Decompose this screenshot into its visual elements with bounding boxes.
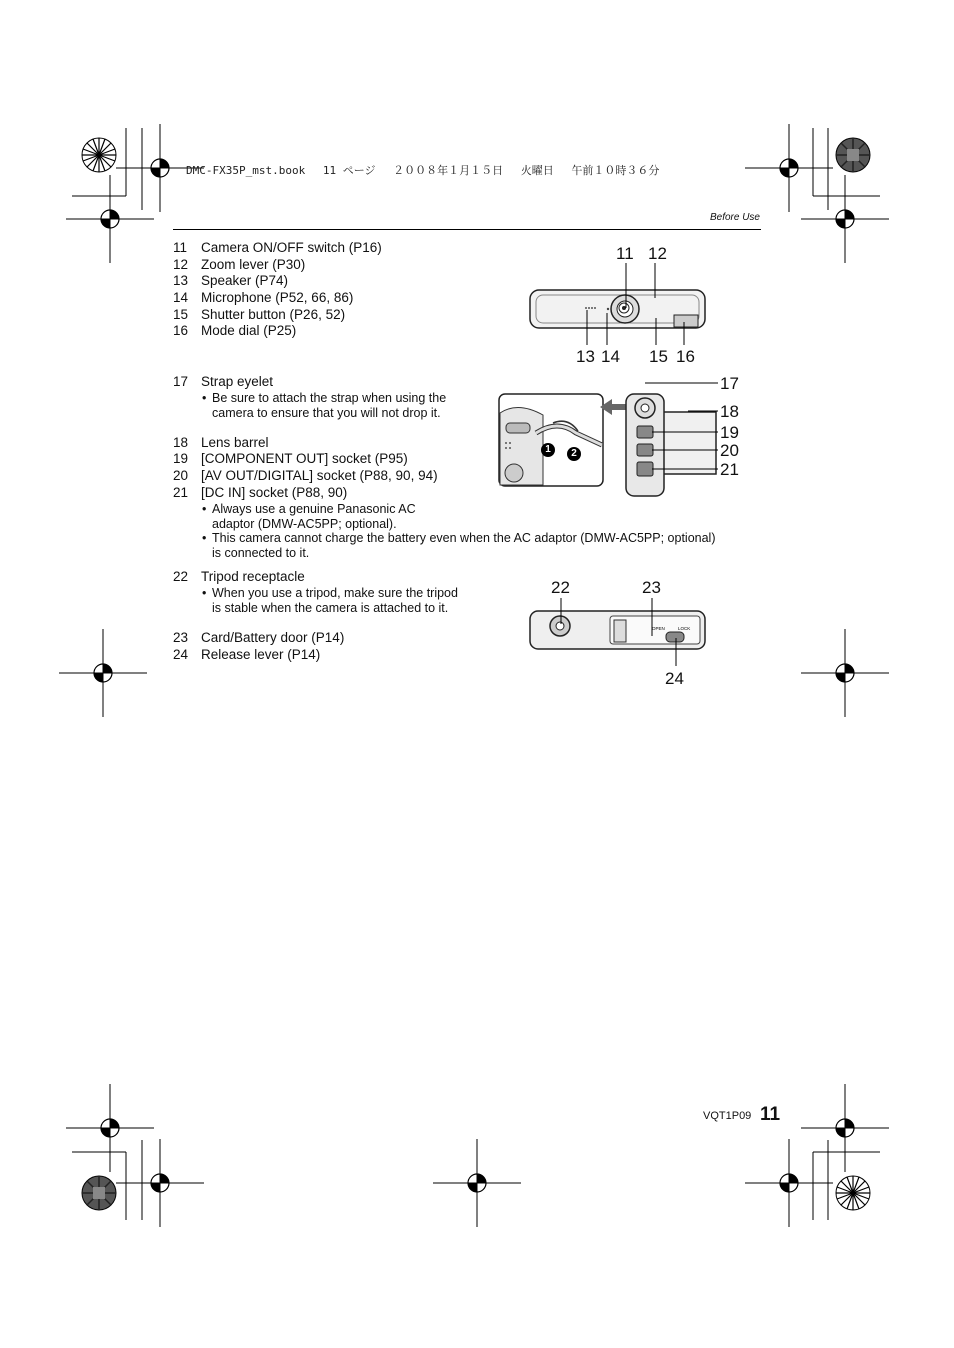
callout-11: 11 xyxy=(616,244,634,263)
page-number: 11 xyxy=(760,1104,781,1125)
callout-13: 13 xyxy=(576,347,595,366)
callout-17: 17 xyxy=(720,374,739,393)
print-info-line: DMC-FX35P_mst.book 11 ページ ２００８年１月１５日 火曜日 午前１０時３６分 xyxy=(186,164,660,177)
note-strap: • Be sure to attach the strap when using the camera to ensure that you will not drop it. xyxy=(202,391,447,420)
model-code: VQT1P09 xyxy=(703,1110,752,1122)
step-2-label: 2 xyxy=(571,448,577,459)
note-tripod: • When you use a tripod, make sure the tripod is stable when the camera is attached to it. xyxy=(202,586,458,615)
callout-16: 16 xyxy=(676,347,695,366)
list-item-24: 24 Release lever (P14) xyxy=(173,647,321,662)
callout-22: 22 xyxy=(551,578,570,597)
list-item-18: 18 Lens barrel xyxy=(173,435,269,450)
list-item-22: 22 Tripod receptacle xyxy=(173,569,305,584)
list-item-21: 21 [DC IN] socket (P88, 90) xyxy=(173,485,348,500)
list-item-15: 15 Shutter button (P26, 52) xyxy=(173,307,346,322)
callout-15: 15 xyxy=(649,347,668,366)
note-adaptor-charge: • This camera cannot charge the battery even when the AC adaptor (DMW-AC5PP; optional) is connected to it. xyxy=(202,531,716,560)
callout-20: 20 xyxy=(720,441,739,460)
list-item-13: 13 Speaker (P74) xyxy=(173,273,289,288)
list-item-11: 11 Camera ON/OFF switch (P16) xyxy=(173,240,382,255)
open-label: OPEN xyxy=(652,626,665,631)
callout-23: 23 xyxy=(642,578,661,597)
list-item-16: 16 Mode dial (P25) xyxy=(173,323,297,338)
list-item-12: 12 Zoom lever (P30) xyxy=(173,257,306,272)
section-header: Before Use xyxy=(709,212,760,223)
callout-19: 19 xyxy=(720,423,739,442)
callout-18: 18 xyxy=(720,402,739,421)
step-1-label: 1 xyxy=(545,444,551,455)
note-adaptor-genuine: • Always use a genuine Panasonic AC adaptor (DMW-AC5PP; optional). xyxy=(202,502,416,531)
list-item-17: 17 Strap eyelet xyxy=(173,374,274,389)
callout-12: 12 xyxy=(648,244,667,263)
list-item-19: 19 [COMPONENT OUT] socket (P95) xyxy=(173,451,408,466)
callout-21: 21 xyxy=(720,460,739,479)
lock-label: LOCK xyxy=(678,626,691,631)
list-item-20: 20 [AV OUT/DIGITAL] socket (P88, 90, 94) xyxy=(173,468,438,483)
list-item-14: 14 Microphone (P52, 66, 86) xyxy=(173,290,354,305)
callout-24: 24 xyxy=(665,669,684,688)
callout-14: 14 xyxy=(601,347,620,366)
list-item-23: 23 Card/Battery door (P14) xyxy=(173,630,345,645)
